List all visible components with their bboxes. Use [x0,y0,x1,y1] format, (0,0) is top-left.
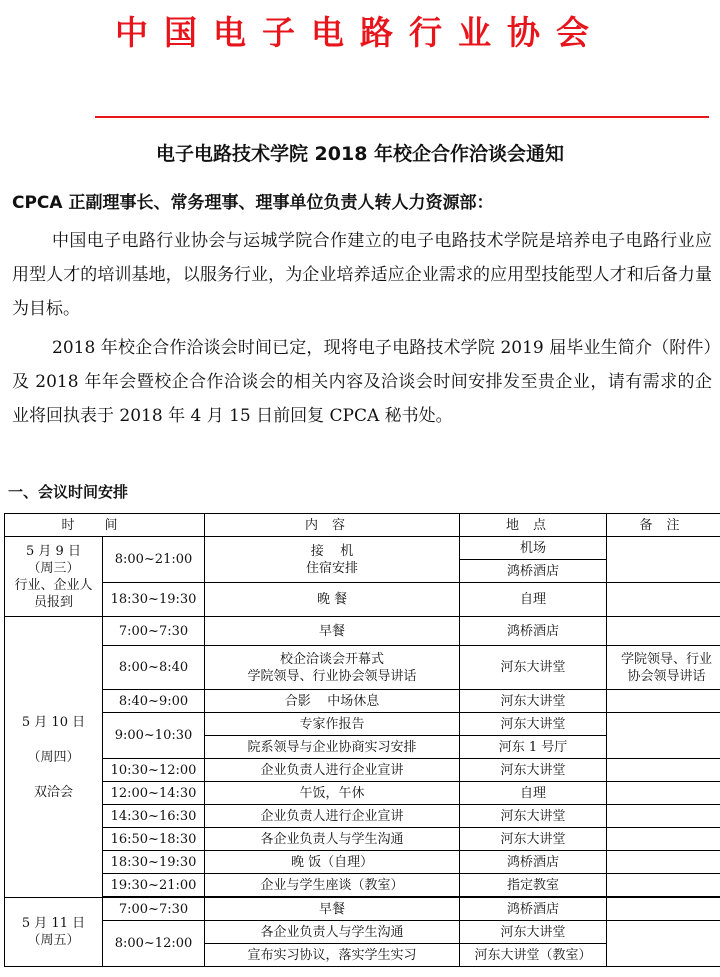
place-cell: 鸿桥酒店 [460,898,607,921]
content-cell: 午饭，午休 [205,782,460,805]
paragraph-intro: 中国电子电路行业协会与运城学院合作建立的电子电路技术学院是培养电子电路行业应用型人才的培训基地，以服务行业，为企业培养适应企业需求的应用型技能型人才和后备力量为目标。 [12,231,712,319]
day3-weekday: （周五） [27,933,80,948]
time-cell: 8:40~9:00 [103,690,205,713]
note-cell [607,617,720,646]
salutation: CPCA 正副理事长、常务理事、理事单位负责人转人力资源部： [12,193,494,213]
note-cell [607,805,720,828]
schedule-table [4,513,720,967]
day2-date: 5 月 10 日 [21,714,86,730]
content-cell [205,537,460,583]
day1-date: 5 月 9 日 [26,543,81,559]
time-cell: 8:00~12:00 [103,921,205,967]
place-cell: 河东大讲堂 [460,921,607,944]
paragraph-details: 2018 年校企合作洽谈会时间已定，现将电子电路技术学院 2019 届毕业生简介（附件）及 2018 年年会暨校企合作洽谈会的相关内容及洽谈会时间安排发至贵企业，请有需求的企业将回执表于 2018 年 4 月 15 日前回复 CPCA 秘书处。 [12,338,712,426]
note-cell [607,921,720,967]
content-line: 校企洽谈会开幕式 [280,651,385,667]
table-row [5,805,720,828]
content-cell: 企业与学生座谈（教室） [205,874,460,897]
time-cell: 12:00~14:30 [103,782,205,805]
place-cell: 鸿桥酒店 [460,617,607,646]
place-cell: 鸿桥酒店 [460,560,607,583]
place-cell: 鸿桥酒店 [460,851,607,874]
place-cell: 河东 1 号厅 [460,736,607,759]
content-cell: 晚 饭（自理） [205,851,460,874]
content-line: 住宿安排 [306,560,359,576]
content-cell: 院系领导与企业协商实习安排 [205,736,460,759]
table-row [5,537,720,560]
note-line: 协会领导讲话 [627,668,706,684]
table-row [5,782,720,805]
place-cell: 河东大讲堂 [460,713,607,736]
organization-name: 中国电子电路行业协会 [115,13,605,52]
note-cell [607,851,720,874]
note-cell [607,583,720,617]
content-cell: 企业负责人进行企业宣讲 [205,805,460,828]
content-line: 学院领导、行业协会领导讲话 [247,668,417,684]
table-row [5,921,720,944]
content-cell: 企业负责人进行企业宣讲 [205,759,460,782]
note-cell [607,828,720,851]
table-row [5,583,720,617]
day2-weekday: （周四） [27,749,80,765]
note-cell [607,646,720,690]
content-line: 接 机 [310,543,354,559]
header-content: 内容 [205,514,460,537]
time-cell: 8:00~21:00 [103,537,205,583]
note-cell [607,782,720,805]
day1-weekday: （周三） [27,560,80,576]
table-row [5,828,720,851]
note-cell [607,690,720,713]
place-cell: 自理 [460,583,607,617]
day3-date-cell [5,898,103,967]
time-cell: 7:00~7:30 [103,617,205,646]
place-cell: 河东大讲堂 [460,828,607,851]
place-cell: 河东大讲堂 [460,646,607,690]
place-cell: 指定教室 [460,874,607,897]
time-cell: 18:30~19:30 [103,851,205,874]
time-cell: 16:50~18:30 [103,828,205,851]
place-cell: 河东大讲堂 [460,690,607,713]
place-cell: 自理 [460,782,607,805]
table-header-row [5,514,720,537]
section-heading-schedule: 一、会议时间安排 [8,483,129,501]
note-line: 学院领导、行业 [621,651,713,667]
place-cell: 河东大讲堂（教室） [460,944,607,967]
place-cell: 机场 [460,537,607,560]
place-cell: 河东大讲堂 [460,759,607,782]
content-cell [205,646,460,690]
day2-remark: 双洽会 [33,784,73,800]
day1-date-cell [5,537,103,617]
day1-remark-line2: 员报到 [33,594,73,610]
table-row [5,713,720,736]
header-divider [95,116,709,118]
time-cell: 18:30~19:30 [103,583,205,617]
note-cell [607,537,720,583]
notice-title: 电子电路技术学院 2018 年校企合作洽谈会通知 [155,143,565,165]
note-cell [607,874,720,897]
header-time: 时间 [5,514,205,537]
content-cell: 早餐 [205,617,460,646]
note-cell [607,759,720,782]
table-row [5,874,720,897]
table-row [5,646,720,690]
table-row [5,851,720,874]
time-cell: 10:30~12:00 [103,759,205,782]
content-cell: 各企业负责人与学生沟通 [205,828,460,851]
content-cell: 各企业负责人与学生沟通 [205,921,460,944]
time-cell: 7:00~7:30 [103,898,205,921]
content-cell: 专家作报告 [205,713,460,736]
content-cell: 合影 中场休息 [205,690,460,713]
content-cell: 晚 餐 [205,583,460,617]
table-row [5,617,720,646]
table-row [5,690,720,713]
note-cell [607,713,720,759]
table-row [5,898,720,921]
place-cell: 河东大讲堂 [460,805,607,828]
time-cell: 19:30~21:00 [103,874,205,897]
day2-date-cell [5,617,103,898]
time-cell: 8:00~8:40 [103,646,205,690]
header-note: 备注 [607,514,720,537]
table-row [5,759,720,782]
header-place: 地点 [460,514,607,537]
day1-remark-line1: 行业、企业人 [14,577,93,593]
day3-date: 5 月 11 日 [21,916,86,931]
content-cell: 早餐 [205,898,460,921]
time-cell: 9:00~10:30 [103,713,205,759]
note-cell [607,898,720,921]
time-cell: 14:30~16:30 [103,805,205,828]
content-cell: 宣布实习协议，落实学生实习 [205,944,460,967]
